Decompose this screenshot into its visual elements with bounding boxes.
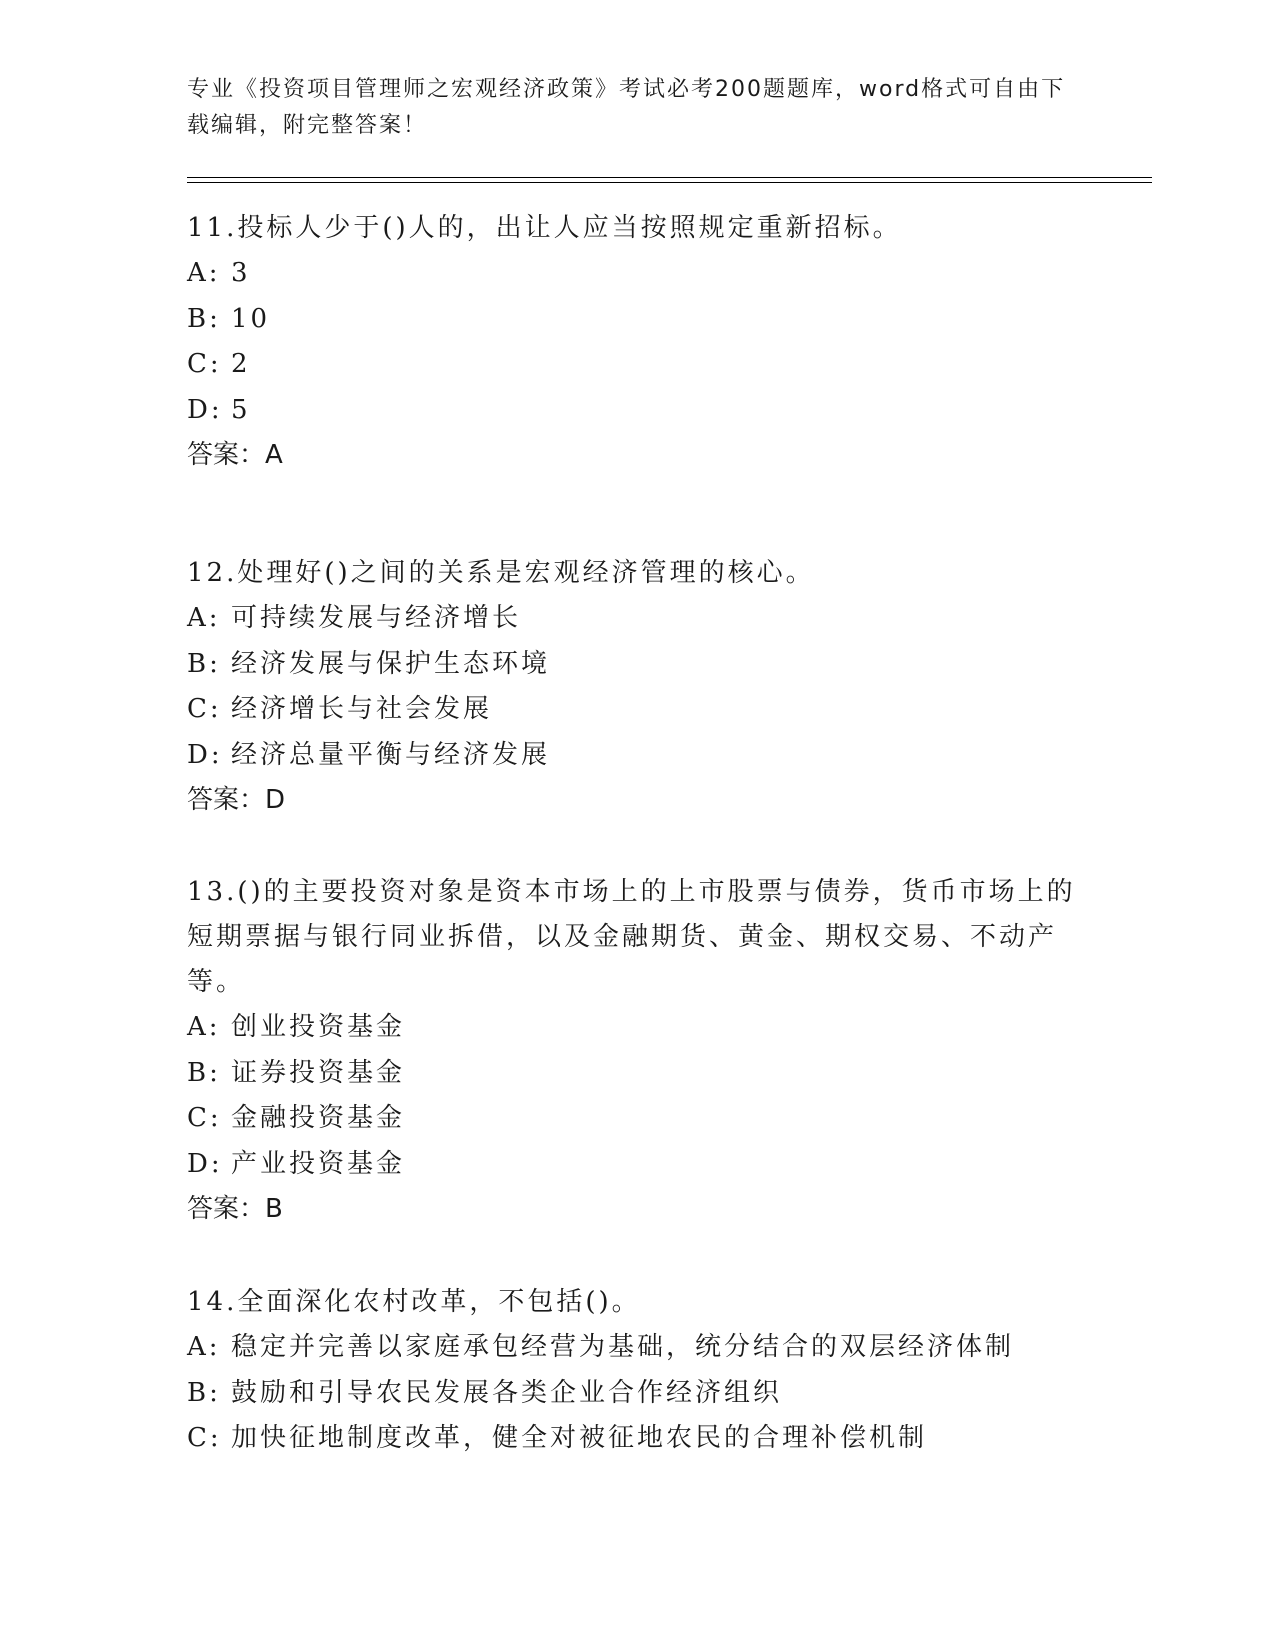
option-key: B: [187, 1377, 221, 1408]
question-13 [187, 870, 1087, 1232]
option-text: 证券投资基金 [231, 1057, 406, 1088]
question-stem: 11.投标人少于()人的，出让人应当按照规定重新招标。 [187, 213, 902, 243]
option-a [187, 596, 1087, 642]
option-b [187, 297, 1087, 343]
option-text: 经济发展与保护生态环境 [231, 648, 551, 679]
option-a [187, 1325, 1087, 1371]
option-key: D: [187, 1148, 223, 1179]
option-key: A: [187, 603, 221, 633]
answer-line: 答案：D [187, 785, 286, 815]
document-header: 专业《投资项目管理师之宏观经济政策》考试必考200题题库，word格式可自由下载编辑，附完整答案！ [187, 77, 1066, 138]
option-text: 鼓励和引导农民发展各类企业合作经济组织 [231, 1377, 783, 1408]
answer-line: 答案：A [187, 440, 283, 470]
option-text: 10 [231, 303, 271, 334]
option-text: 3 [231, 258, 251, 288]
option-c [187, 342, 1087, 388]
option-b [187, 1051, 1087, 1097]
header-rule-bottom [187, 182, 1152, 183]
option-text: 可持续发展与经济增长 [231, 603, 522, 633]
option-key: C: [187, 1423, 222, 1453]
option-text: 创业投资基金 [231, 1012, 406, 1042]
answer-line: 答案：B [187, 1194, 283, 1224]
option-a [187, 251, 1087, 297]
option-d [187, 1142, 1087, 1188]
option-text: 稳定并完善以家庭承包经营为基础，统分结合的双层经济体制 [231, 1332, 1015, 1362]
option-key: B: [187, 648, 221, 679]
option-text: 2 [231, 349, 251, 379]
question-stem: 14.全面深化农村改革，不包括()。 [187, 1287, 641, 1317]
question-12 [187, 551, 1087, 823]
option-key: A: [187, 258, 221, 288]
option-d [187, 388, 1087, 434]
option-c [187, 687, 1087, 733]
option-text: 经济总量平衡与经济发展 [231, 739, 551, 770]
question-11 [187, 206, 1087, 478]
option-text: 经济增长与社会发展 [231, 694, 493, 724]
option-b [187, 1371, 1087, 1417]
option-key: C: [187, 349, 222, 379]
option-c [187, 1416, 1087, 1462]
question-stem: 13.()的主要投资对象是资本市场上的上市股票与债券，货币市场上的短期票据与银行同业拆借，以及金融期货、黄金、期权交易、不动产等。 [187, 877, 1076, 997]
option-key: C: [187, 1103, 222, 1133]
option-a [187, 1005, 1087, 1051]
question-stem: 12.处理好()之间的关系是宏观经济管理的核心。 [187, 558, 815, 588]
question-14 [187, 1280, 1087, 1462]
option-text: 5 [231, 394, 251, 425]
option-key: A: [187, 1012, 221, 1042]
option-text: 加快征地制度改革，健全对被征地农民的合理补偿机制 [231, 1423, 928, 1453]
option-key: B: [187, 303, 221, 334]
option-text: 产业投资基金 [231, 1148, 406, 1179]
option-key: A: [187, 1332, 221, 1362]
option-key: B: [187, 1057, 221, 1088]
option-b [187, 642, 1087, 688]
header-rule-top [187, 177, 1152, 178]
option-text: 金融投资基金 [231, 1103, 406, 1133]
option-key: D: [187, 739, 223, 770]
option-d [187, 733, 1087, 779]
option-key: D: [187, 394, 223, 425]
option-key: C: [187, 694, 222, 724]
option-c [187, 1096, 1087, 1142]
